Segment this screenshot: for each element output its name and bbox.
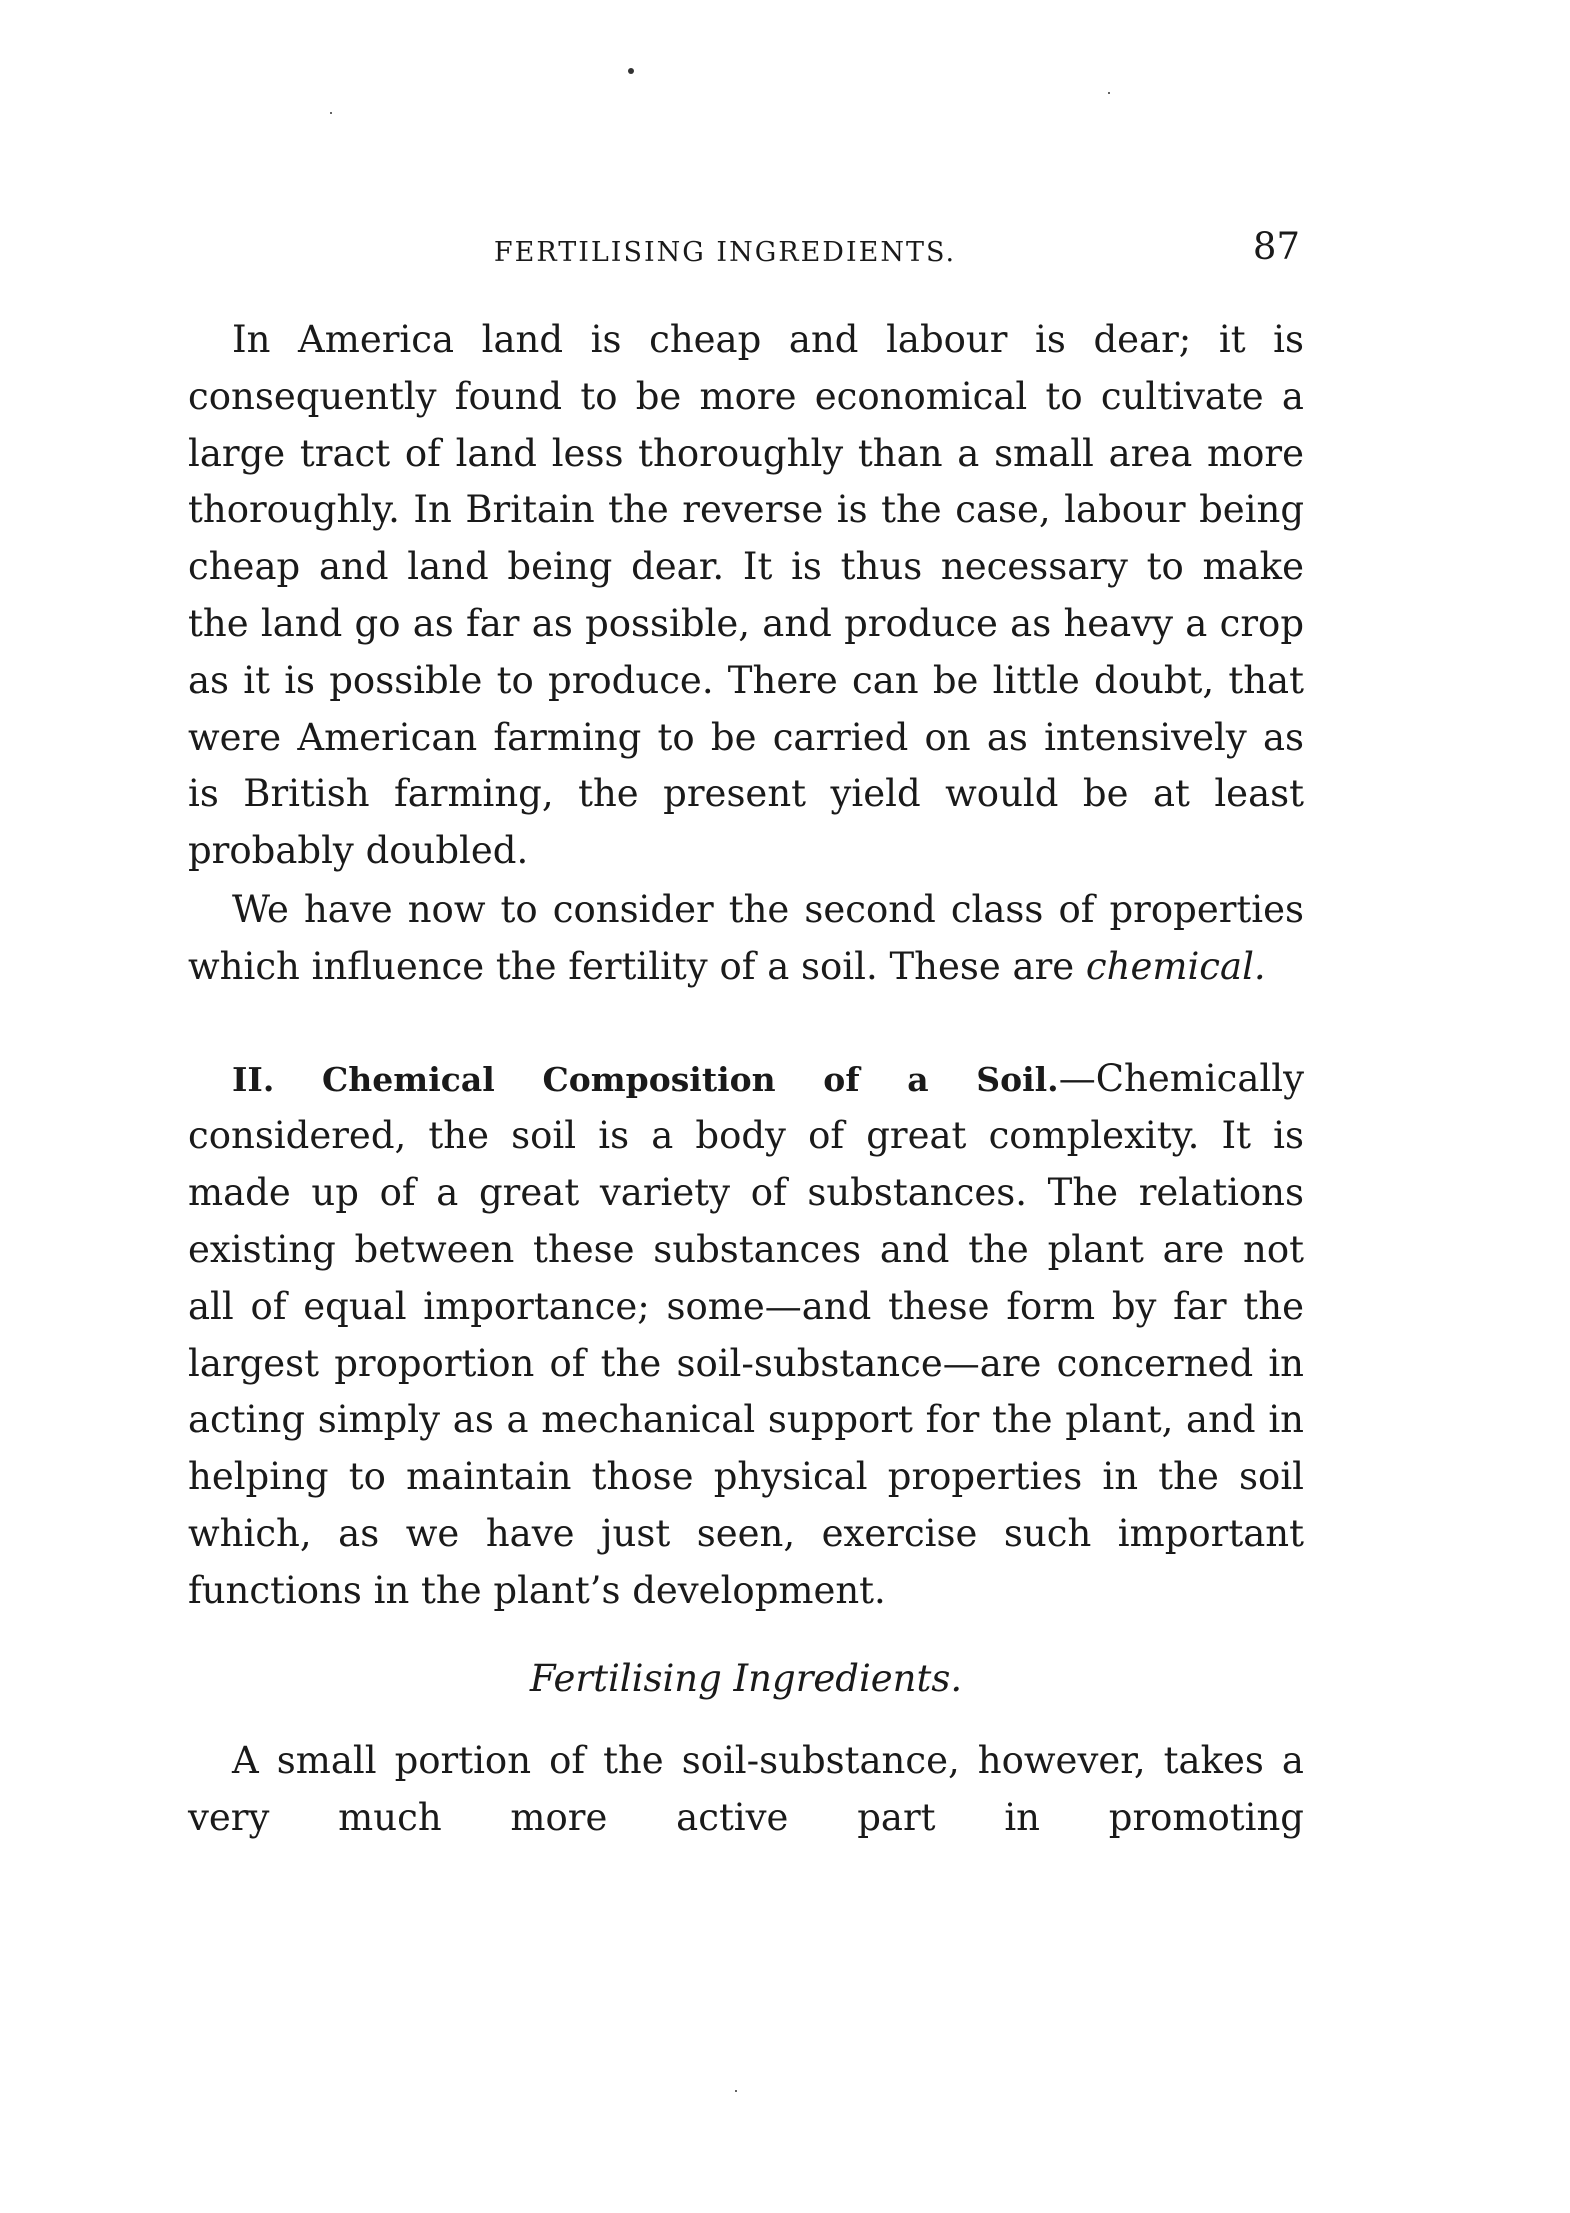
- page-number: 87: [1252, 225, 1300, 268]
- page-body: [188, 312, 1304, 1847]
- paragraph: [188, 882, 1304, 996]
- section-heading: II. Chemical Composition of a Soil.: [232, 1059, 1059, 1099]
- running-title: FERTILISING INGREDIENTS.: [493, 237, 957, 268]
- paragraph: A small portion of the soil-substance, however, takes a very much more active part in promoting: [188, 1739, 1304, 1840]
- paragraph-text: We have now to consider the second class of properties which influence the fertility of a soil. These are: [188, 888, 1304, 988]
- subheading: Fertilising Ingredients.: [529, 1656, 963, 1700]
- paragraph: In America land is cheap and labour is dear; it is consequently found to be more economical to cultivate a large tract of land less thoroughly than a small area more thoroughly. In Britain the reverse is the case, labour being cheap and land being dear. It is thus necessary to make the land go as far as possible, and produce as heavy a crop as it is possible to produce. There can be little doubt, that were American farming to be carried on as intensively as is British farming, the present yield would be at least probably doubled.: [188, 318, 1304, 873]
- ink-speck: [628, 68, 634, 74]
- ink-speck: [735, 2090, 737, 2092]
- ink-speck: [1108, 92, 1110, 94]
- running-head: [190, 225, 1300, 275]
- paragraph-text: —Chemically considered, the soil is a body of great complexity. It is made up of a great variety of substances. The relations existing between these substances and the plant are not all of equal importance; some—and these form by far the largest proportion of the soil-substance—are concerned in acting simply as a mechanical support for the plant, and in helping to maintain those physical properties in the soil which, as we have just seen, exercise such important functions in the plant’s development.: [188, 1056, 1304, 1612]
- ink-speck: [330, 112, 332, 114]
- paragraph: [188, 1051, 1304, 1620]
- emphasis-text: chemical.: [1085, 944, 1266, 988]
